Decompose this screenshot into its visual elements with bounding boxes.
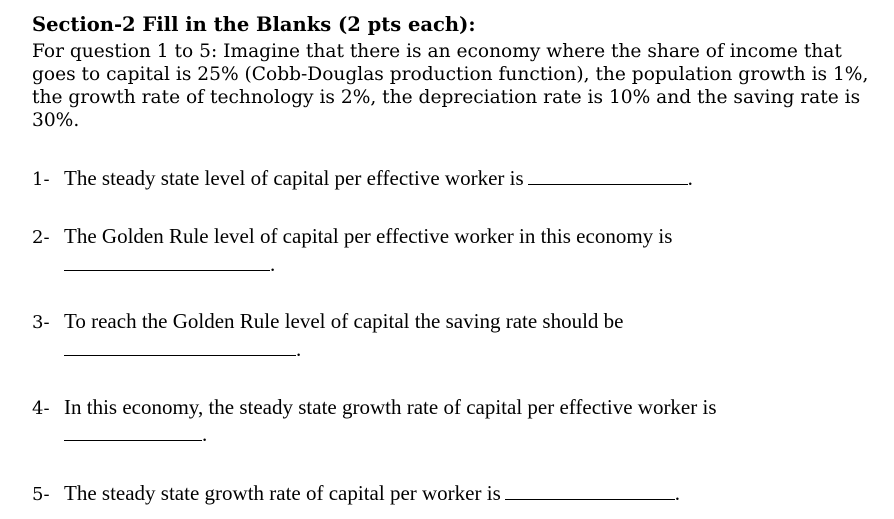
question-number: 5-	[32, 484, 50, 505]
answer-blank[interactable]	[64, 422, 202, 441]
section-heading: Section-2 Fill in the Blanks (2 pts each):	[32, 13, 476, 36]
question-text: To reach the Golden Rule level of capital the saving rate should be	[64, 309, 624, 333]
intro-line: goes to capital is 25% (Cobb-Douglas production function), the population growth is 1%,	[32, 64, 869, 85]
question-3	[32, 309, 624, 335]
answer-blank[interactable]	[505, 481, 675, 500]
question-3-answer-line	[64, 337, 301, 361]
question-4-answer-line	[64, 422, 207, 446]
answer-blank[interactable]	[64, 337, 296, 356]
question-end: .	[687, 166, 693, 190]
question-1	[32, 166, 693, 192]
question-2-answer-line	[64, 252, 275, 276]
question-end: .	[674, 481, 680, 505]
question-text: The steady state growth rate of capital per worker is	[64, 481, 501, 505]
intro-line: For question 1 to 5: Imagine that there is an economy where the share of income that	[32, 41, 842, 62]
question-number: 2-	[32, 227, 50, 248]
intro-line: 30%.	[32, 110, 80, 131]
question-number: 1-	[32, 169, 50, 190]
question-text: The steady state level of capital per effective worker is	[64, 166, 524, 190]
question-end: .	[270, 252, 276, 276]
question-end: .	[202, 422, 208, 446]
answer-blank[interactable]	[64, 252, 270, 271]
question-4	[32, 395, 717, 421]
question-2	[32, 224, 672, 250]
question-end: .	[296, 337, 302, 361]
intro-line: the growth rate of technology is 2%, the depreciation rate is 10% and the saving rate is	[32, 87, 861, 108]
question-text: The Golden Rule level of capital per effective worker in this economy is	[64, 224, 673, 248]
question-number: 4-	[32, 398, 50, 419]
answer-blank[interactable]	[528, 166, 688, 185]
intro-paragraph	[32, 40, 882, 132]
question-number: 3-	[32, 312, 50, 333]
question-5	[32, 481, 680, 507]
question-text: In this economy, the steady state growth rate of capital per effective worker is	[64, 395, 717, 419]
